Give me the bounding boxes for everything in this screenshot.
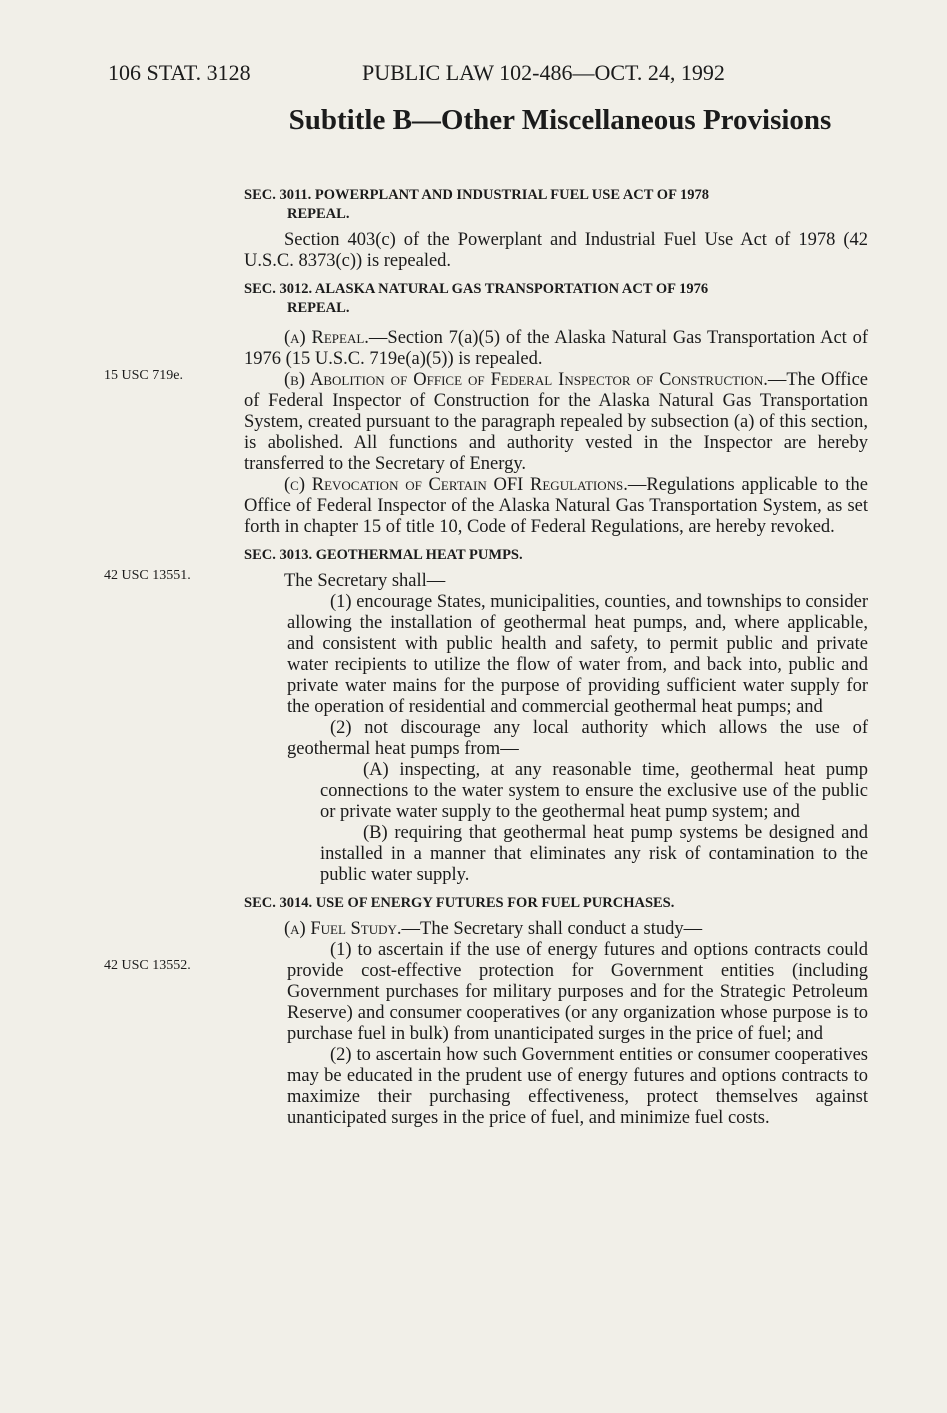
section-3011-text: Section 403(c) of the Powerplant and Industrial Fuel Use Act of 1978 (42 U.S.C. 8373(c)) is repealed. (244, 230, 868, 271)
section-3014-paragraph-1: (1) to ascertain if the use of energy futures and options contracts could provide cost-effective protection for Government entities (including Government purchases for military purposes and for the Strategic Petroleum Reserve) and consumer cooperatives (or any organization whose purpose is to purchase fuel in bulk) from unanticipated surges in the price of fuel; and (287, 940, 868, 1044)
section-3013-heading: SEC. 3013. GEOTHERMAL HEAT PUMPS. (244, 547, 523, 563)
section-3014-heading: SEC. 3014. USE OF ENERGY FUTURES FOR FUEL PURCHASES. (244, 895, 675, 911)
section-3013-subparagraph-a: (A) inspecting, at any reasonable time, geothermal heat pump connections to the water system to ensure the exclusive use of the public or private water supply to the geothermal heat pump system; and (320, 760, 868, 822)
section-3013-subparagraph-b: (B) requiring that geothermal heat pump systems be designed and installed in a manner that eliminates any risk of contamination to the public water supply. (320, 823, 868, 885)
section-3011-heading: SEC. 3011. POWERPLANT AND INDUSTRIAL FUEL USE ACT OF 1978 REPEAL. (244, 187, 710, 222)
margin-note-42-usc-13551: 42 USC 13551. (104, 568, 191, 583)
margin-note-42-usc-13552: 42 USC 13552. (104, 958, 191, 973)
section-3012-subsection-c: (c) Revocation of Certain OFI Regulations.—Regulations applicable to the Office of Federal Inspector of the Alaska Natural Gas Transportation System, as set forth in chapter 15 of title 10, Code of Federal Regulations, are hereby revoked. (244, 475, 868, 537)
section-3013-paragraph-1: (1) encourage States, municipalities, counties, and townships to consider allowing the installation of geothermal heat pumps, and, where applicable, and consistent with public health and safety, to permit public and private water recipients to utilize the flow of water from, and back into, public and private water mains for the purpose of providing sufficient water supply for the operation of residential and commercial geothermal heat pumps; and (287, 592, 868, 717)
stat-page-number: 106 STAT. 3128 (108, 60, 251, 85)
section-3013-paragraph-2: (2) not discourage any local authority which allows the use of geothermal heat pumps from— (287, 718, 868, 759)
document-body (244, 186, 868, 1129)
section-3012-subsection-b: (b) Abolition of Office of Federal Inspector of Construction.—The Office of Federal Inspector of Construction for the Alaska Natural Gas Transportation System, created pursuant to the paragraph repealed by subsection (a) of this section, is abolished. All functions and authority vested in the Inspector are hereby transferred to the Secretary of Energy. (244, 370, 868, 474)
subtitle-heading: Subtitle B—Other Miscellaneous Provisions (288, 104, 832, 136)
section-3013-intro: The Secretary shall— (284, 571, 446, 591)
law-and-date: PUBLIC LAW 102-486—OCT. 24, 1992 (362, 60, 725, 85)
section-3014-paragraph-2: (2) to ascertain how such Government entities or consumer cooperatives may be educated in the prudent use of energy futures and options contracts to maximize their purchasing effectiveness, protect themselves against unanticipated surges in the price of fuel, and minimize fuel costs. (287, 1045, 868, 1128)
margin-note-15-usc-719e: 15 USC 719e. (104, 368, 183, 383)
section-3012-subsection-a: (a) Repeal.—Section 7(a)(5) of the Alaska Natural Gas Transportation Act of 1976 (15 U.S.C. 719e(a)(5)) is repealed. (244, 328, 868, 369)
section-3012-heading: SEC. 3012. ALASKA NATURAL GAS TRANSPORTATION ACT OF 1976 REPEAL. (244, 281, 709, 316)
section-3014-subsection-a: (a) Fuel Study.—The Secretary shall conduct a study— (284, 919, 703, 939)
